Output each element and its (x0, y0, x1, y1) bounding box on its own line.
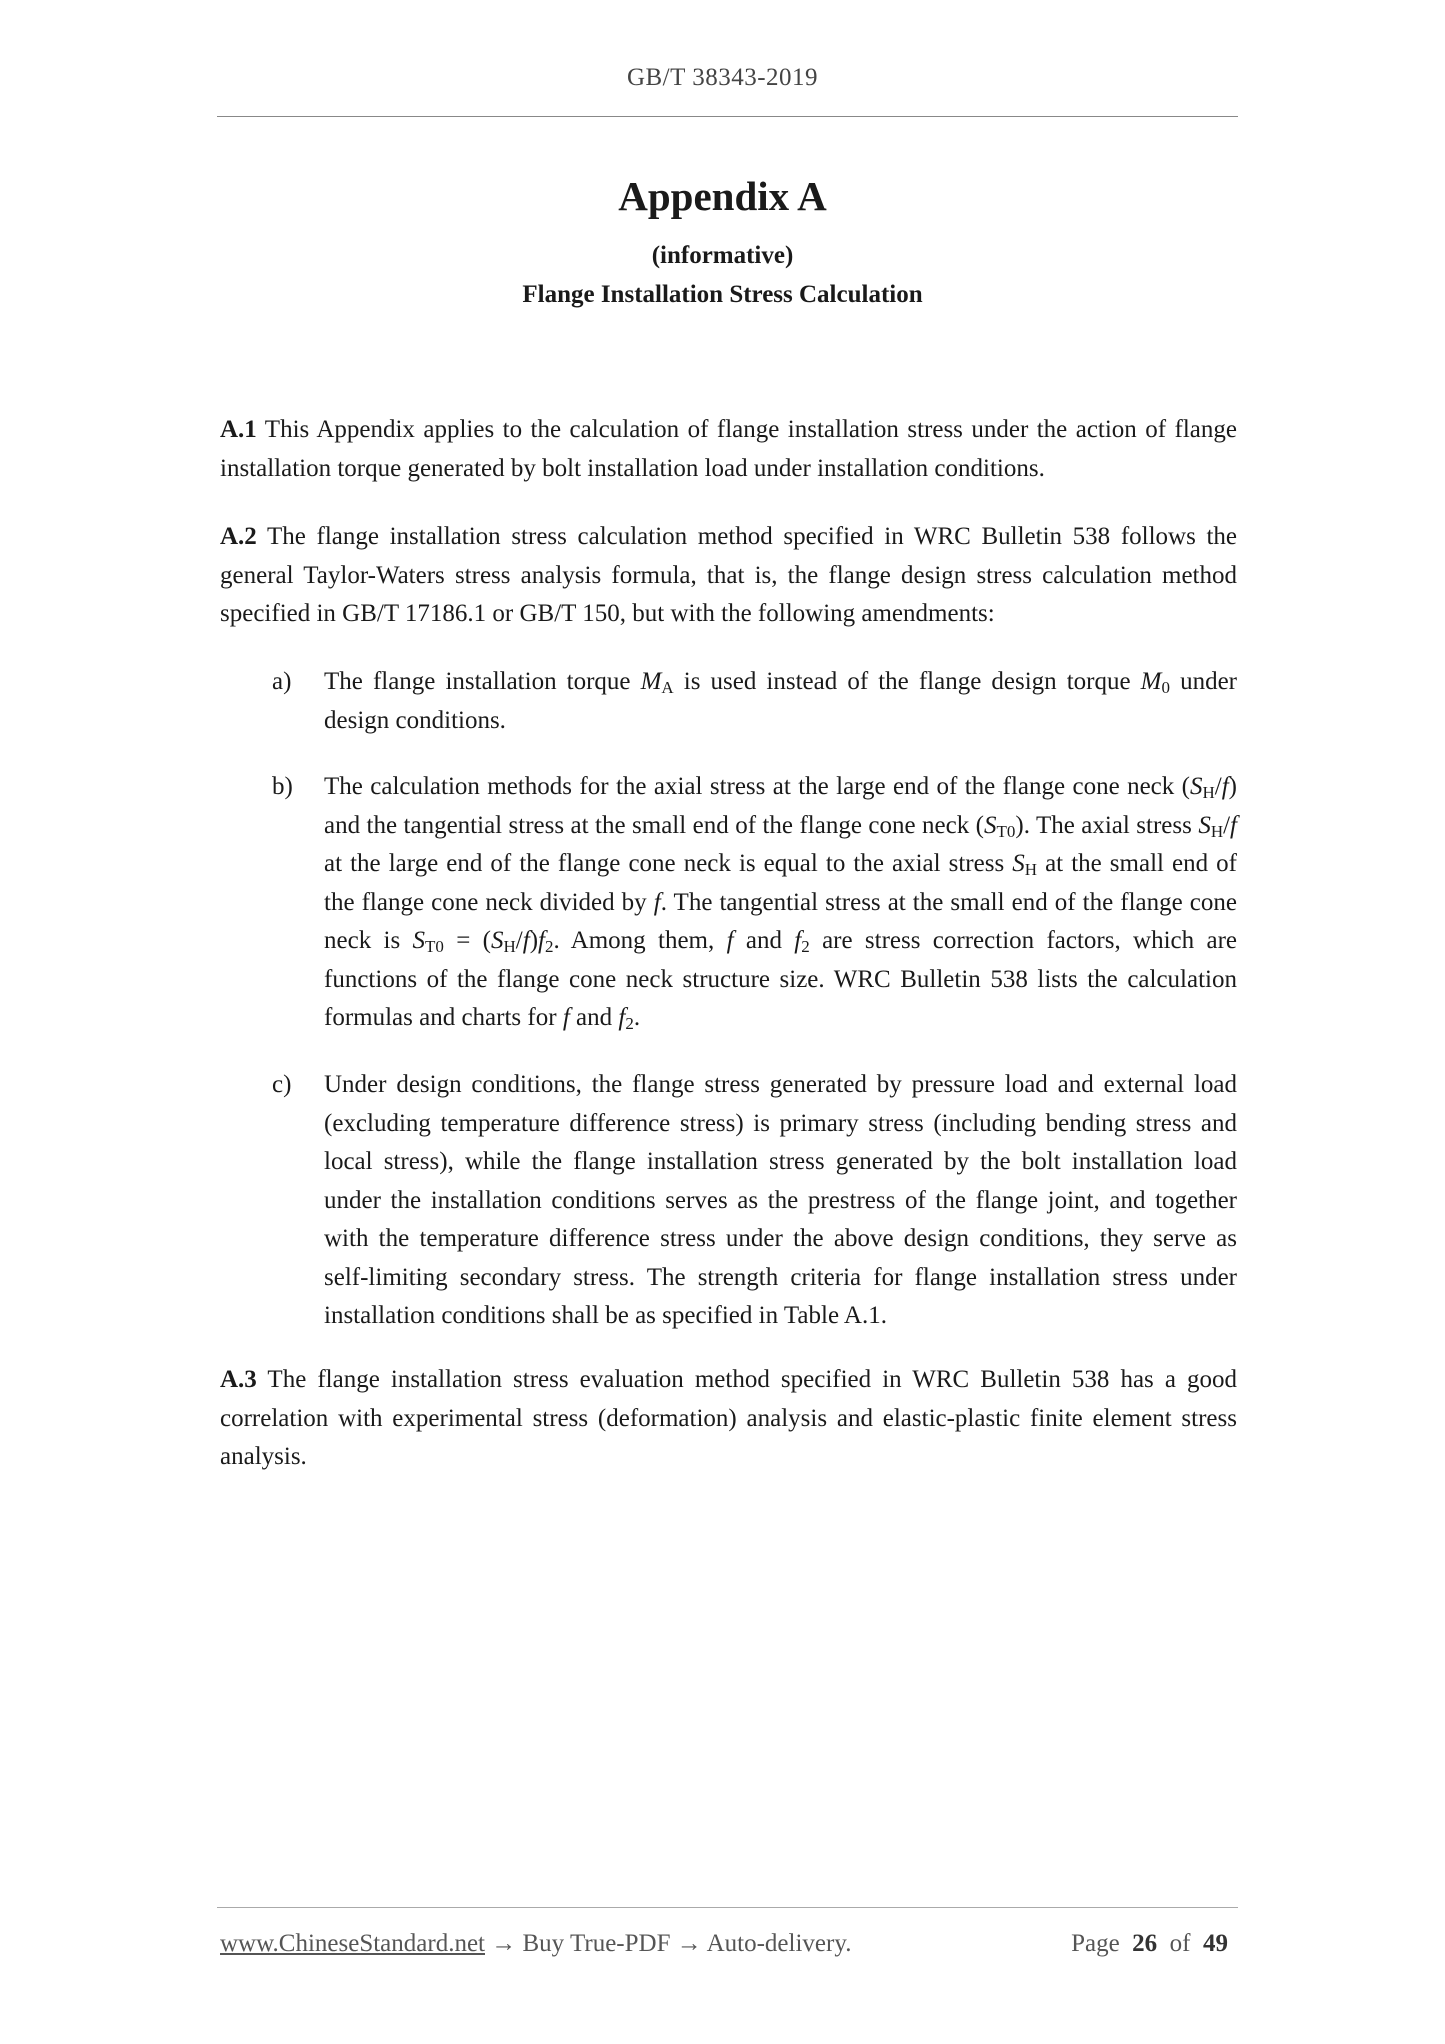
list-item-c (220, 1066, 1237, 1336)
clause-number: A.1 (220, 416, 257, 443)
paragraph-a1 (220, 411, 1237, 488)
appendix-title: Appendix A (618, 173, 827, 219)
clause-number: A.3 (220, 1366, 257, 1393)
page-number: 26 (1132, 1930, 1158, 1957)
list-item-b (220, 768, 1237, 1038)
appendix-subtitle: (informative) (651, 242, 794, 269)
paragraph-a3 (220, 1361, 1237, 1477)
document-id-header: GB/T 38343-2019 (626, 64, 819, 91)
list-label: a) (272, 668, 292, 695)
list-item-text: The calculation methods for the axial stress at the large end of the flange cone neck $(S_H/f)$ and the tangential stress at the small end of the flange cone neck $(S_{T0})$. The axial stress $S_H/f$ at the large end of the flange cone neck is equal to the axial stress $S_H$ at the small end of the flange cone neck divided by f. The tangential stress at the small end of the flange cone neck is $S_{T0} = (S_H/f)f_2$. Among them, f and $f_2$ are stress correction factors, which are functions of the flange cone neck structure size. WRC Bulletin 538 lists the calculation formulas and charts for f and $f_2$. (324, 773, 1237, 1033)
clause-number: A.2 (220, 523, 257, 550)
site-link[interactable]: www.ChineseStandard.net (220, 1930, 485, 1957)
page-word: Page (1071, 1930, 1120, 1957)
list-item-text: Under design conditions, the flange stress generated by pressure load and external load (excluding temperature difference stress) is primary stress (including bending stress and local stress), while the flange installation stress generated by the bolt installation load under the installation conditions serves as the prestress of the flange joint, and together with the temperature difference stress under the above design conditions, they serve as self-limiting secondary stress. The strength criteria for flange installation stress under installation conditions shall be as specified in Table A.1. (324, 1071, 1237, 1329)
total-pages: 49 (1203, 1930, 1228, 1957)
paragraph-a2 (220, 518, 1237, 634)
header-divider (217, 116, 1238, 117)
list-label: b) (272, 773, 293, 800)
promo-text: → Buy True-PDF → Auto-delivery. (485, 1930, 852, 1957)
list-label: c) (272, 1071, 292, 1098)
paragraph-text: The flange installation stress evaluation method specified in WRC Bulletin 538 has a good correlation with experimental stress (deformation) analysis and elastic-plastic finite element stress analysis. (220, 1366, 1237, 1470)
paragraph-text: This Appendix applies to the calculation of flange installation stress under the action of flange installation torque generated by bolt installation load under installation conditions. (220, 416, 1237, 482)
footer-divider (217, 1907, 1238, 1908)
paragraph-text: The flange installation stress calculation method specified in WRC Bulletin 538 follows the general Taylor-Waters stress analysis formula, that is, the flange design stress calculation method specified in GB/T 17186.1 or GB/T 150, but with the following amendments: (220, 523, 1237, 627)
list-item-text: The flange installation torque $M_A$ is used instead of the flange design torque $M_0$ under design conditions. (324, 668, 1237, 734)
appendix-section-title: Flange Installation Stress Calculation (522, 281, 923, 308)
list-item-a (220, 663, 1237, 740)
footer-promo (220, 1930, 851, 1958)
page-indicator (1071, 1930, 1228, 1958)
of-word: of (1169, 1930, 1191, 1957)
